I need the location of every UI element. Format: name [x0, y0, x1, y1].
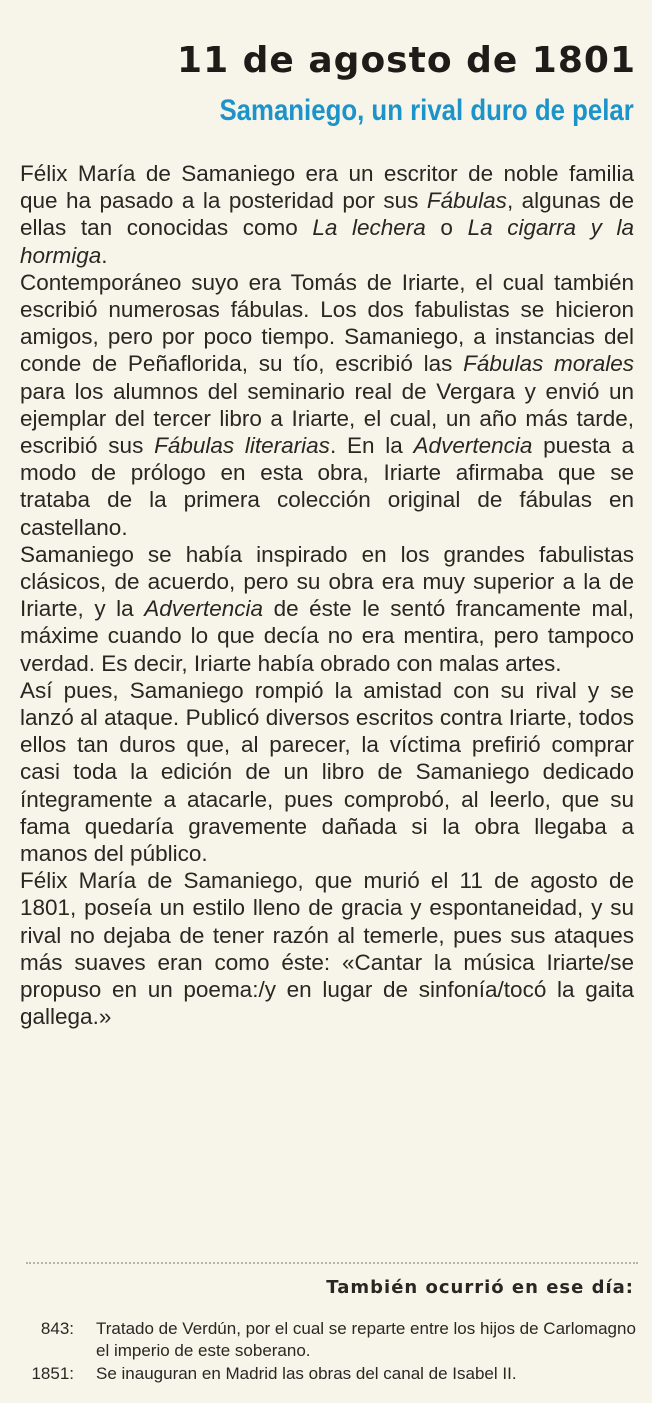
italic-title: La cigarra y la hormiga [20, 215, 634, 268]
section-divider [26, 1262, 638, 1264]
article-subtitle: Samaniego, un rival duro de pelar [219, 94, 634, 127]
event-description: Tratado de Verdún, por el cual se reparte entre los hijos de Carlomagno el imperio de este soberano. [96, 1319, 636, 1360]
text-run: de éste le sentó francamente mal, máxime cuando lo que decía no era mentira, pero tampoco verdad. Es decir, Iriarte había obrado con malas artes. [20, 596, 634, 676]
page-date-title: 11 de agosto de 1801 [177, 40, 636, 81]
text-run: , algunas de ellas tan conocidas como [20, 188, 634, 241]
event-year: 1851: [31, 1364, 74, 1383]
text-run: Así pues, Samaniego rompió la amistad con su rival y se lanzó al ataque. Publicó diversos escritos contra Iriarte, todos ellos tan duros que, al parecer, la víctima prefirió comprar casi toda la edición de un libro de Samaniego dedicado íntegramente a atacarle, pues comprobó, al leerlo, que su fama quedaría gravemente dañada si la obra llegaba a manos del público. [20, 677, 634, 867]
text-run: Samaniego se había inspirado en los grandes fabulistas clásicos, de acuerdo, pero su obra era muy superior a la de Iriarte, y la [20, 541, 634, 622]
italic-title: Advertencia [144, 596, 264, 622]
italic-title: Advertencia [413, 433, 533, 459]
events-list [14, 1318, 644, 1386]
article-body [20, 160, 634, 1031]
italic-title: Fábulas [426, 188, 507, 214]
text-run: Félix María de Samaniego, que murió el 11 de agosto de 1801, poseía un estilo lleno de gracia y espontaneidad, y su rival no dejaba de tener razón al temerle, pues sus ataques más suaves eran como éste: «Cantar la música Iriarte/se propuso en un poema:/y en lugar de sinfonía/tocó la gaita gallega.» [20, 868, 634, 1030]
text-run: o [425, 215, 468, 241]
text-run: . En la [329, 433, 414, 459]
event-year: 843: [40, 1319, 74, 1338]
text-run: . [101, 242, 108, 268]
text-run: para los alumnos del seminario real de Vergara y envió un ejemplar del tercer libro a Iriarte, el cual, un año más tarde, escribió sus [20, 378, 634, 459]
italic-title: Fábulas literarias [154, 433, 330, 459]
italic-title: La lechera [312, 215, 426, 241]
paragraph [20, 677, 634, 867]
italic-title: Fábulas morales [463, 351, 634, 377]
text-run: puesta a modo de prólogo en esta obra, Iriarte afirmaba que se trataba de la primera colección original de fábulas en castellano. [20, 433, 634, 540]
paragraph [20, 541, 634, 677]
event-item [14, 1363, 644, 1385]
paragraph [20, 269, 634, 541]
also-happened-title: También ocurrió en ese día: [326, 1277, 634, 1298]
text-run: Félix María de Samaniego era un escritor de noble familia que ha pasado a la posteridad por sus [20, 161, 634, 214]
event-description: Se inauguran en Madrid las obras del canal de Isabel II. [96, 1364, 517, 1383]
paragraph [20, 160, 634, 269]
paragraph [20, 867, 634, 1030]
event-item [14, 1318, 644, 1362]
text-run: Contemporáneo suyo era Tomás de Iriarte, el cual también escribió numerosas fábulas. Los dos fabulistas se hicieron amigos, pero por poco tiempo. Samaniego, a instancias del conde de Peñaflorida, su tío, escribió las [20, 269, 634, 377]
